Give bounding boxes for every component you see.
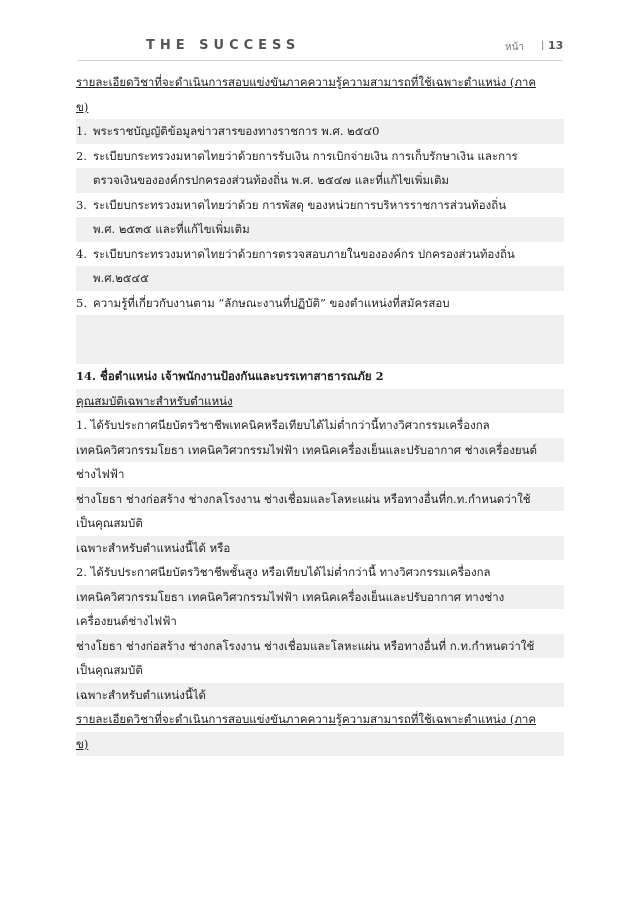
body-line: เป็นคุณสมบัติ bbox=[76, 663, 143, 677]
body-line: เป็นคุณสมบัติ bbox=[76, 516, 143, 530]
list-item: 1. พระราชบัญญัติข้อมูลข่าวสารของทางราชการ พ.ศ. ๒๕๔0 bbox=[76, 119, 564, 144]
page-header bbox=[0, 0, 638, 60]
section1-heading-line2: ข) bbox=[76, 99, 89, 114]
body-line: ช่างโยธา ช่างก่อสร้าง ช่างกลโรงงาน ช่างเชื่อมและโลหะแผ่น หรือทางอื่นที่ ก.ท.กำหนดว่าใช้ bbox=[76, 634, 564, 659]
spacer bbox=[76, 315, 564, 364]
section1-heading-line1: รายละเอียดวิชาที่จะดำเนินการสอบแข่งขันภาคความรู้ความสามารถที่ใช้เฉพาะตำแหน่ง (ภาค bbox=[76, 75, 537, 89]
list-item: 2. ระเบียบกระทรวงมหาดไทยว่าด้วยการรับเงิน การเบิกจ่ายเงิน การเก็บรักษาเงิน และการ bbox=[76, 148, 518, 163]
document-body bbox=[76, 70, 564, 756]
list-item-continuation: พ.ศ.๒๕๔๕ bbox=[76, 266, 564, 291]
list-item: 3. ระเบียบกระทรวงมหาดไทยว่าด้วย การพัสดุ ของหน่วยการบริหารราชการส่วนท้องถิ่น bbox=[76, 197, 507, 212]
body-line: เทคนิควิศวกรรมโยธา เทคนิควิศวกรรมไฟฟ้า เทคนิคเครื่องเย็นและปรับอากาศ ช่างเครื่องยนต์ bbox=[76, 438, 564, 463]
page-number: 13 bbox=[548, 39, 564, 52]
qualification-heading: คุณสมบัติเฉพาะสำหรับตำแหน่ง bbox=[76, 389, 564, 414]
body-line: เฉพาะสำหรับตำแหน่งนี้ได้ หรือ bbox=[76, 536, 564, 561]
page-label: หน้า bbox=[505, 42, 525, 53]
body-line: ช่างโยธา ช่างก่อสร้าง ช่างกลโรงงาน ช่างเชื่อมและโลหะแผ่น หรือทางอื่นที่ก.ท.กำหนดว่าใช้ bbox=[76, 487, 564, 512]
body-line: 1. ได้รับประกาศนียบัตรวิชาชีพเทคนิคหรือเทียบได้ไม่ต่ำกว่านี้ทางวิศวกรรมเครื่องกล bbox=[76, 418, 490, 432]
list-item-continuation: ตรวจเงินขององค์กรปกครองส่วนท้องถิ่น พ.ศ. ๒๕๔๗ และที่แก้ไขเพิ่มเติม bbox=[76, 168, 564, 193]
section2-heading-line2: ข) bbox=[76, 732, 564, 757]
body-line: ช่างไฟฟ้า bbox=[76, 467, 125, 481]
body-line: เฉพาะสำหรับตำแหน่งนี้ได้ bbox=[76, 683, 564, 708]
section2-heading-line1: รายละเอียดวิชาที่จะดำเนินการสอบแข่งขันภาคความรู้ความสามารถที่ใช้เฉพาะตำแหน่ง (ภาค bbox=[76, 712, 537, 726]
header-divider bbox=[78, 60, 562, 61]
list-item: 5. ความรู้ที่เกี่ยวกับงานตาม “ลักษณะงานที่ปฏิบัติ” ของตำแหน่งที่สมัครสอบ bbox=[76, 295, 450, 310]
body-line: เทคนิควิศวกรรมโยธา เทคนิควิศวกรรมไฟฟ้า เทคนิคเครื่องเย็นและปรับอากาศ ทางช่าง bbox=[76, 585, 564, 610]
position-title: 14. ชื่อตำแหน่ง เจ้าพนักงานป้องกันและบรรเทาสาธารณภัย 2 bbox=[76, 369, 384, 383]
body-line: เครื่องยนต์ช่างไฟฟ้า bbox=[76, 614, 177, 628]
list-item: 4. ระเบียบกระทรวงมหาดไทยว่าด้วยการตรวจสอบภายในขององค์กร ปกครองส่วนท้องถิ่น bbox=[76, 246, 515, 261]
list-item-continuation: พ.ศ. ๒๕๓๕ และที่แก้ไขเพิ่มเติม bbox=[76, 217, 564, 242]
body-line: 2. ได้รับประกาศนียบัตรวิชาชีพชั้นสูง หรือเทียบได้ไม่ต่ำกว่านี้ ทางวิศวกรรมเครื่องกล bbox=[76, 565, 491, 579]
brand-title: THE SUCCESS bbox=[146, 38, 301, 53]
page-separator: | bbox=[541, 40, 545, 51]
